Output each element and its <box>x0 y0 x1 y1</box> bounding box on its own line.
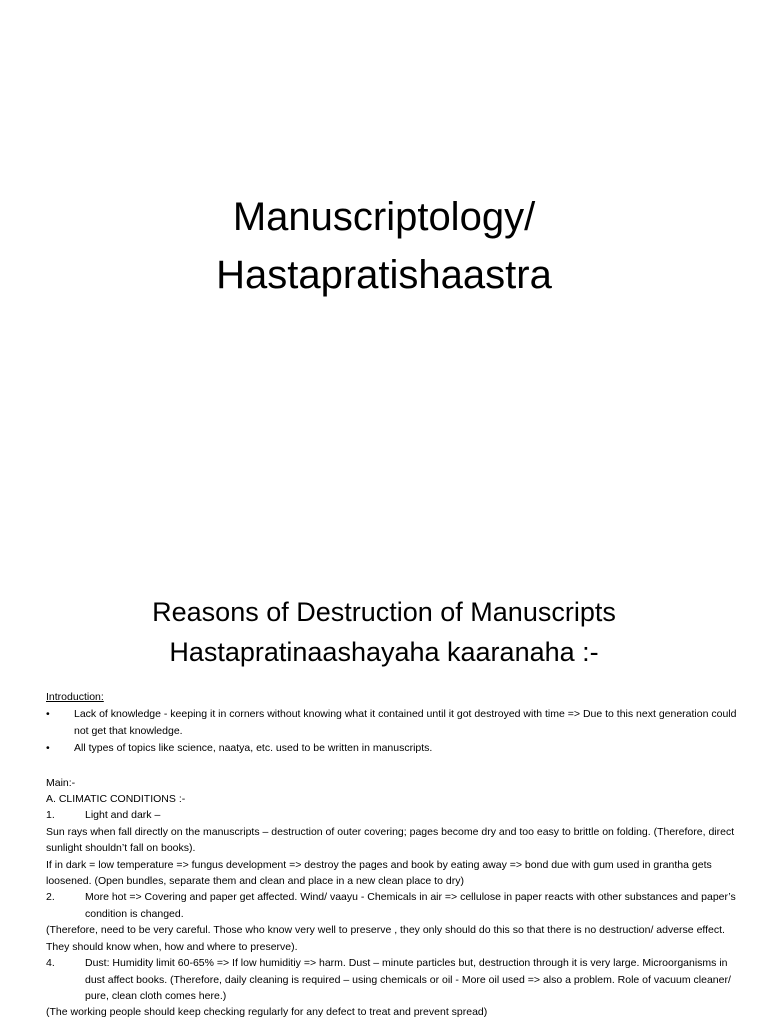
paragraph-sun-rays: Sun rays when fall directly on the manuscripts – destruction of outer covering; pages become dry and too easy to brittle on folding. (Therefore, direct sunlight shouldn’t fall on books). <box>46 825 735 855</box>
numbered-item-4 <box>46 955 746 1004</box>
content-slide-title <box>0 592 768 672</box>
paragraph-working-people: (The working people should keep checking regularly for any defect to treat and prevent spread) <box>46 1006 488 1019</box>
item-number-4: 4. <box>46 957 55 970</box>
item-text-2: More hot => Covering and paper get affected. Wind/ vaayu - Chemicals in air => cellulose in paper reacts with other substances and paper’s condition is changed. <box>85 891 736 920</box>
bullet-icon: • <box>46 742 50 755</box>
bullet-item-1 <box>46 706 746 739</box>
content-title-line-2: Hastapratinaashayaha kaaranaha :- <box>169 637 599 667</box>
bullet-item-2 <box>46 740 746 756</box>
introduction-heading: Introduction: <box>46 691 104 703</box>
main-heading: Main:- <box>46 776 76 789</box>
section-a-heading: A. CLIMATIC CONDITIONS :- <box>46 793 186 806</box>
bullet-text-2: All types of topics like science, naatya, etc. used to be written in manuscripts. <box>74 742 433 755</box>
bullet-icon: • <box>46 708 50 721</box>
paragraph-careful: (Therefore, need to be very careful. Those who know very well to preserve , they only should do this so that there is no destruction/ adverse effect. They should know when, how and where to preserve). <box>46 924 725 953</box>
item-text-4: Dust: Humidity limit 60-65% => If low humiditiy => harm. Dust – minute particles but, destruction through it is very large. Microorganisms in dust affect books. (Therefore, daily cleaning is required – using chemicals or oil - More oil used => also a problem. Role of vacuum cleaner/ pure, clean cloth comes here.) <box>85 957 731 1002</box>
content-body <box>46 689 746 1021</box>
item-number-1: 1. <box>46 809 55 822</box>
content-title-line-1: Reasons of Destruction of Manuscripts <box>152 597 616 627</box>
item-number-2: 2. <box>46 891 55 904</box>
title-slide <box>0 188 768 304</box>
paragraph-dark: If in dark = low temperature => fungus development => destroy the pages and book by eating away => bond due with gum used in grantha gets loosened. (Open bundles, separate them and clean and place in a new clean place to dry) <box>46 858 712 888</box>
title-line-1: Manuscriptology/ <box>232 195 536 239</box>
numbered-item-1 <box>46 807 746 823</box>
bullet-text-1: Lack of knowledge - keeping it in corners without knowing what it contained until it got destroyed with time => Due to this next generation could not get that knowledge. <box>74 708 737 737</box>
item-text-1: Light and dark – <box>85 809 161 822</box>
numbered-item-2 <box>46 889 746 922</box>
spacer <box>46 757 746 775</box>
title-line-2: Hastapratishaastra <box>216 253 552 297</box>
